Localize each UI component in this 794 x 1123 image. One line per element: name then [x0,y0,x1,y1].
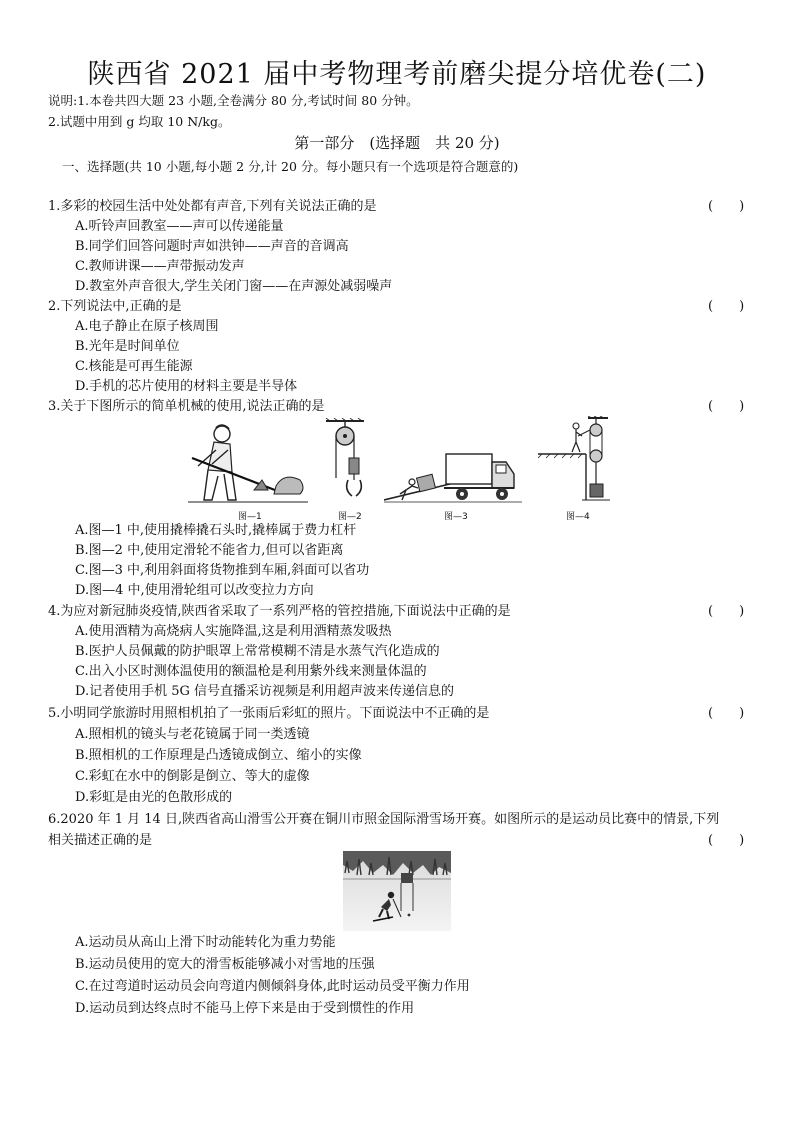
question-4-option-d: D.记者使用手机 5G 信号直播采访视频是利用超声波来传递信息的 [75,684,455,699]
question-6-stem-continued: 相关描述正确的是 [48,833,153,848]
inclined-plane-truck-figure [384,448,522,510]
question-6-option-c: C.在过弯道时运动员会向弯道内侧倾斜身体,此时运动员受平衡力作用 [75,979,470,994]
question-4-stem: 4.为应对新冠肺炎疫情,陕西省采取了一系列严格的管控措施,下面说法中正确的是 [48,604,511,619]
question-3-option-b: B.图—2 中,使用定滑轮不能省力,但可以省距离 [75,543,344,558]
section-instruction: 一、选择题(共 10 小题,每小题 2 分,计 20 分。每小题只有一个选项是符合题意的) [62,159,519,174]
question-6-option-b: B.运动员使用的宽大的滑雪板能够减小对雪地的压强 [75,957,375,972]
question-6-option-a: A.运动员从高山上滑下时动能转化为重力势能 [75,935,336,950]
question-2-option-b: B.光年是时间单位 [75,339,180,354]
figure-2-caption: 图—2 [338,512,362,522]
question-4-option-a: A.使用酒精为高烧病人实施降温,这是利用酒精蒸发吸热 [75,624,392,639]
answer-bracket: ( ) [708,399,745,414]
question-5-option-c: C.彩虹在水中的倒影是倒立、等大的虚像 [75,769,310,784]
figure-3-caption: 图—3 [444,512,468,522]
question-2-option-c: C.核能是可再生能源 [75,359,193,374]
answer-bracket: ( ) [708,833,745,848]
question-3-option-d: D.图—4 中,使用滑轮组可以改变拉力方向 [75,583,314,598]
question-3-option-c: C.图—3 中,利用斜面将货物推到车厢,斜面可以省功 [75,563,370,578]
page-title: 陕西省 2021 届中考物理考前磨尖提分培优卷(二) [87,59,707,90]
question-5-stem: 5.小明同学旅游时用照相机拍了一张雨后彩虹的照片。下面说法中不正确的是 [48,706,490,721]
question-5-option-b: B.照相机的工作原理是凸透镜成倒立、缩小的实像 [75,748,362,763]
answer-bracket: ( ) [708,299,745,314]
exam-note-1: 说明:1.本卷共四大题 23 小题,全卷满分 80 分,考试时间 80 分钟。 [48,93,419,108]
question-2-option-d: D.手机的芯片使用的材料主要是半导体 [75,379,298,394]
question-2-stem: 2.下列说法中,正确的是 [48,299,182,314]
question-1-option-b: B.同学们回答问题时声如洪钟——声音的音调高 [75,239,349,254]
fixed-pulley-figure [322,418,368,508]
exam-note-2: 2.试题中用到 g 均取 10 N/kg。 [48,114,231,129]
question-4-option-b: B.医护人员佩戴的防护眼罩上常常模糊不清是水蒸气汽化造成的 [75,644,440,659]
question-3-stem: 3.关于下图所示的简单机械的使用,说法正确的是 [48,399,325,414]
section-title: 第一部分 (选择题 共 20 分) [294,134,500,152]
question-6-option-d: D.运动员到达终点时不能马上停下来是由于受到惯性的作用 [75,1001,415,1016]
figure-4-caption: 图—4 [566,512,590,522]
question-5-option-d: D.彩虹是由光的色散形成的 [75,790,233,805]
answer-bracket: ( ) [708,706,745,721]
figure-1-caption: 图—1 [238,512,262,522]
pulley-block-figure [538,416,610,508]
question-1-option-d: D.教室外声音很大,学生关闭门窗——在声源处减弱噪声 [75,279,393,294]
answer-bracket: ( ) [708,604,745,619]
skier-photo [343,851,451,931]
answer-bracket: ( ) [708,199,745,214]
question-3-option-a: A.图—1 中,使用撬棒撬石头时,撬棒属于费力杠杆 [75,523,357,538]
lever-crowbar-figure [188,420,308,512]
question-5-option-a: A.照相机的镜头与老花镜属于同一类透镜 [75,727,310,742]
question-1-stem: 1.多彩的校园生活中处处都有声音,下列有关说法正确的是 [48,199,377,214]
question-2-option-a: A.电子静止在原子核周围 [75,319,219,334]
question-1-option-c: C.教师讲课——声带振动发声 [75,259,245,274]
question-6-stem: 6.2020 年 1 月 14 日,陕西省高山滑雪公开赛在铜川市照金国际滑雪场开赛。如图所示的是运动员比赛中的情景,下列 [48,812,720,827]
question-4-option-c: C.出入小区时测体温使用的额温枪是利用紫外线来测量体温的 [75,664,427,679]
question-1-option-a: A.听铃声回教室——声可以传递能量 [75,219,284,234]
